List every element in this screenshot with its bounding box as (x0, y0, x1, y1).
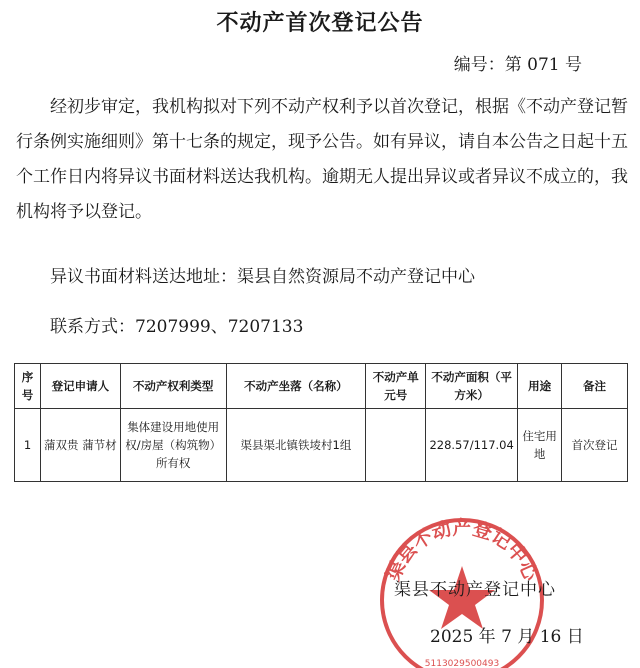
issuing-organization: 渠县不动产登记中心 (394, 580, 556, 600)
col-header-unit-no: 不动产单元号 (366, 364, 426, 409)
objection-address: 异议书面材料送达地址：渠县自然资源局不动产登记中心 (50, 267, 475, 287)
notice-title: 不动产首次登记公告 (216, 10, 424, 36)
seal-text: 渠县不动产登记中心 (382, 517, 542, 585)
col-header-right-type: 不动产权利类型 (120, 364, 226, 409)
col-header-location: 不动产坐落（名称） (226, 364, 366, 409)
seal-serial: 5113029500493 (424, 659, 500, 668)
issue-date: 2025 年 7 月 16 日 (430, 627, 584, 647)
col-header-applicant: 登记申请人 (40, 364, 120, 409)
cell-unit-no (366, 409, 426, 482)
table-row (15, 409, 628, 482)
cell-location: 渠县渠北镇铁堎村1组 (226, 409, 366, 482)
notice-body-paragraph: 经初步审定，我机构拟对下列不动产权利予以首次登记，根据《不动产登记暂行条例实施细则》第十七条的规定，现予公告。如有异议，请自本公告之日起十五个工作日内将异议书面材料送达我机构。逾期无人提出异议或者异议不成立的，我机构将予以登记。 (16, 97, 628, 222)
cell-remark: 首次登记 (562, 409, 628, 482)
contact-info: 联系方式：7207999、7207133 (50, 317, 304, 337)
col-header-usage: 用途 (518, 364, 562, 409)
cell-area: 228.57/117.04 (426, 409, 518, 482)
col-header-area: 不动产面积（平方米） (426, 364, 518, 409)
registration-table (14, 363, 628, 482)
table-header-row (15, 364, 628, 409)
cell-applicant: 蒲双贵 蒲节材 (40, 409, 120, 482)
col-header-seq: 序号 (15, 364, 41, 409)
document-number: 编号：第 071 号 (453, 55, 582, 75)
cell-usage: 住宅用地 (518, 409, 562, 482)
col-header-remark: 备注 (562, 364, 628, 409)
cell-seq: 1 (15, 409, 41, 482)
cell-right-type: 集体建设用地使用权/房屋（构筑物）所有权 (120, 409, 226, 482)
